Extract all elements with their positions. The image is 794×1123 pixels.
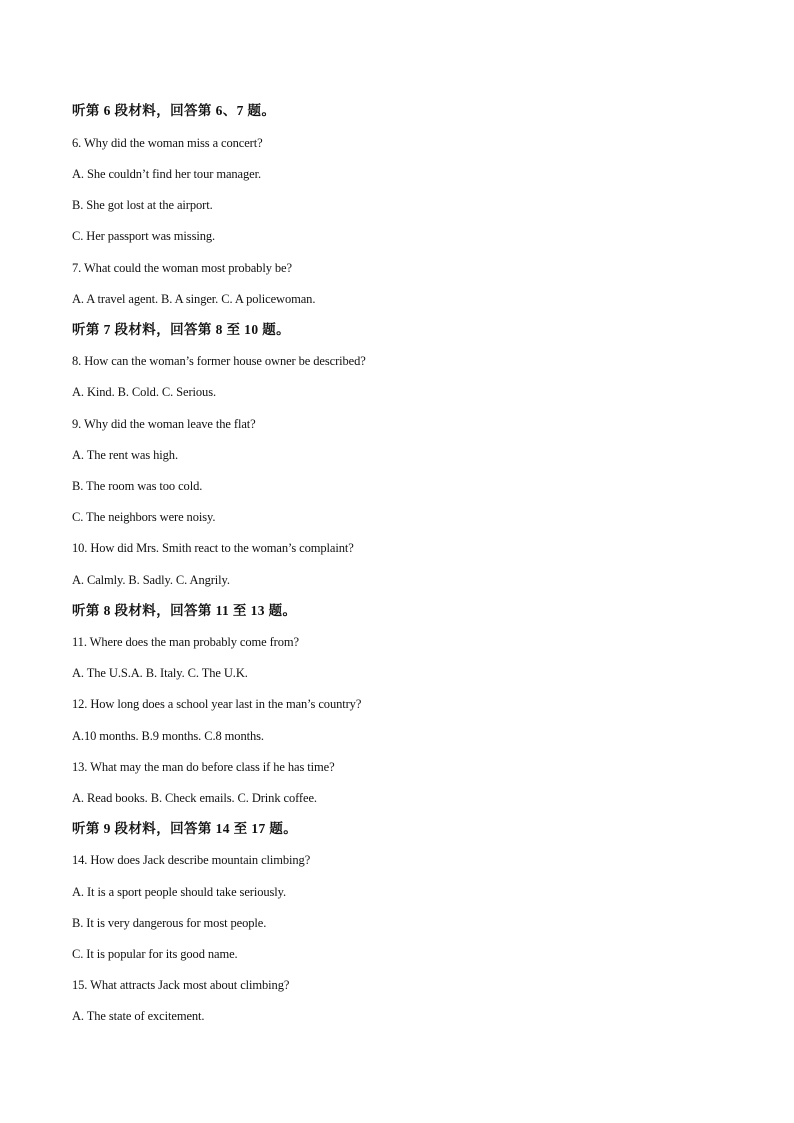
answer-option: B. She got lost at the airport. — [72, 198, 213, 212]
answer-option: B. It is very dangerous for most people. — [72, 916, 267, 930]
section-heading: 听第 6 段材料，回答第 6、7 题。 — [72, 103, 276, 118]
answer-option: A. She couldn’t find her tour manager. — [72, 167, 261, 181]
answer-option: A.10 months. B.9 months. C.8 months. — [72, 729, 264, 743]
section-heading: 听第 8 段材料，回答第 11 至 13 题。 — [72, 603, 297, 618]
section-heading: 听第 7 段材料，回答第 8 至 10 题。 — [72, 322, 291, 337]
answer-option: C. It is popular for its good name. — [72, 947, 238, 961]
question-text: 14. How does Jack describe mountain climbing? — [72, 853, 311, 867]
answer-option: A. The state of excitement. — [72, 1009, 205, 1023]
answer-option: A. The U.S.A. B. Italy. C. The U.K. — [72, 666, 248, 680]
answer-option: A. Read books. B. Check emails. C. Drink coffee. — [72, 791, 317, 805]
answer-option: A. A travel agent. B. A singer. C. A policewoman. — [72, 292, 316, 306]
question-text: 13. What may the man do before class if he has time? — [72, 760, 335, 774]
section-heading: 听第 9 段材料，回答第 14 至 17 题。 — [72, 821, 298, 836]
question-text: 10. How did Mrs. Smith react to the woman’s complaint? — [72, 541, 354, 555]
answer-option: A. The rent was high. — [72, 448, 178, 462]
question-text: 11. Where does the man probably come from? — [72, 635, 299, 649]
question-text: 7. What could the woman most probably be? — [72, 261, 292, 275]
answer-option: C. Her passport was missing. — [72, 229, 216, 243]
answer-option: C. The neighbors were noisy. — [72, 510, 216, 524]
question-text: 9. Why did the woman leave the flat? — [72, 417, 256, 431]
answer-option: A. It is a sport people should take seriously. — [72, 885, 286, 899]
answer-option: A. Kind. B. Cold. C. Serious. — [72, 385, 216, 399]
question-text: 6. Why did the woman miss a concert? — [72, 136, 263, 150]
question-text: 12. How long does a school year last in the man’s country? — [72, 697, 362, 711]
question-text: 8. How can the woman’s former house owner be described? — [72, 354, 366, 368]
answer-option: A. Calmly. B. Sadly. C. Angrily. — [72, 573, 230, 587]
answer-option: B. The room was too cold. — [72, 479, 203, 493]
question-text: 15. What attracts Jack most about climbing? — [72, 978, 290, 992]
